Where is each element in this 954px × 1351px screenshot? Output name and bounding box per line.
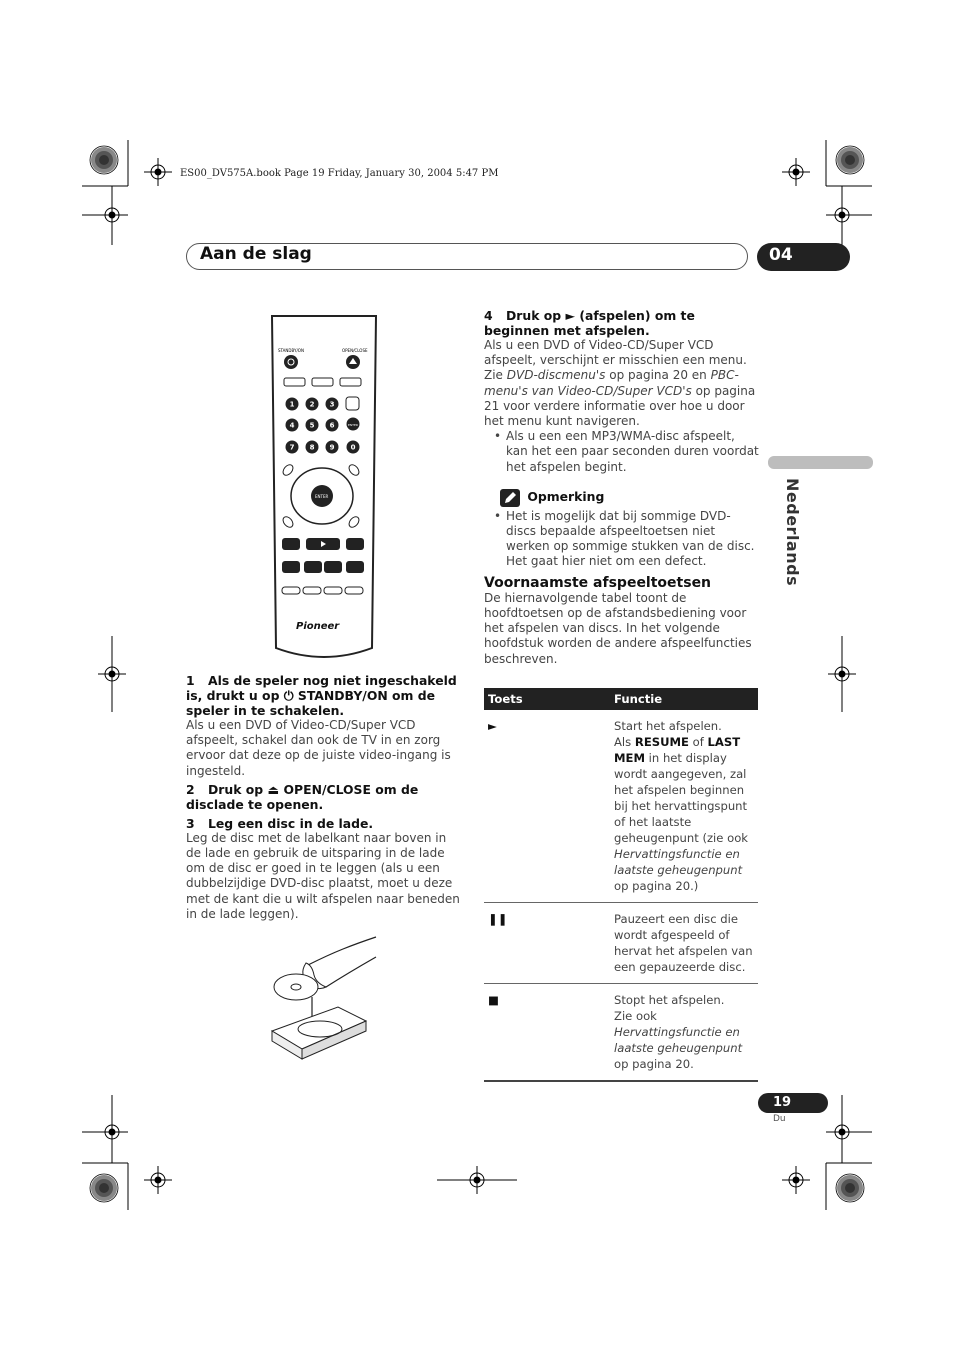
section-body: De hiernavolgende tabel toont de hoofdtoetsen op de afstandsbediening voor het afspelen van discs. In het volgende hoofdstuk worden de andere afspeelfuncties beschreven.: [484, 590, 752, 666]
play-key-icon: ►: [484, 710, 610, 903]
number-label-4: 4: [289, 421, 295, 430]
number-label-7: 7: [289, 443, 295, 452]
pencil-note-icon: [500, 489, 520, 507]
remote-control-illustration: [268, 310, 380, 665]
standby-button: [284, 355, 298, 369]
language-tab-bar: [768, 456, 873, 469]
step-4-heading: 4 Druk op ► (afspelen) om te beginnen met afspelen.: [484, 308, 695, 338]
disc-loading-illustration: [268, 935, 380, 1075]
eject-icon: ⏏: [267, 781, 280, 797]
brand-logo: Pioneer: [296, 621, 340, 632]
playback-keys-table: [484, 688, 758, 1082]
number-label-2: 2: [309, 400, 315, 409]
stop-button: [324, 561, 342, 573]
pause-key-icon: ❚❚: [484, 903, 610, 984]
open-close-label: OPEN/CLOSE: [342, 348, 368, 353]
number-label-3: 3: [329, 400, 335, 409]
pause-function: Pauzeert een disc die wordt afgespeeld of hervat het afspelen van een gepauzeerde disc.: [610, 903, 758, 984]
svg-text:ENTER: ENTER: [315, 494, 329, 499]
enter-small-label: ENTER: [348, 423, 358, 427]
language-tab-label: Nederlands: [783, 478, 802, 587]
step-1-body: Als u een DVD of Video-CD/Super VCD afspeelt, schakel dan ook de TV in en zorg ervoor dat deze op de juiste video-ingang is ingesteld.: [186, 718, 451, 778]
number-label-9: 9: [329, 443, 335, 452]
table-row: [484, 710, 758, 903]
chapter-number: 04: [757, 243, 850, 271]
print-info-line: ES00_DV575A.book Page 19 Friday, January 30, 2004 5:47 PM: [180, 168, 499, 179]
step-4-bullet: • Als u een een MP3/WMA-disc afspeelt, kan het een paar seconden duren voordat het afspelen begint.: [484, 429, 760, 475]
page-language-code: Du: [773, 1114, 786, 1124]
standby-label: STANDBY/ON: [278, 348, 304, 353]
step-1-heading: 1 Als de speler nog niet ingeschakeld is, drukt u op ⏻ STANDBY/ON om de speler in te schakelen.: [186, 673, 457, 718]
play-function: Start het afspelen. Als RESUME of LAST MEM in het display wordt aangegeven, zal het afspelen beginnen bij het hervattingspunt of het laatste geheugenpunt (zie ook Hervattingsfunctie en laatste geheugenpunt op pagina 20.): [610, 710, 758, 903]
number-label-5: 5: [309, 421, 315, 430]
step-2-heading: 2 Druk op ⏏ OPEN/CLOSE om de disclade te openen.: [186, 781, 419, 812]
number-label-8: 8: [309, 443, 315, 452]
table-row: [484, 903, 758, 984]
step-3-body: Leg de disc met de labelkant naar boven in de lade en gebruik de uitsparing in de lade om de disc er goed in te leggen (als u een dubbelzijdige DVD-disc plaatst, moet u deze met de kant die u wilt afspelen naar beneden in de lade leggen).: [186, 830, 460, 921]
col-header-key: Toets: [484, 688, 610, 710]
number-label-6: 6: [329, 421, 335, 430]
number-label-0: 0: [350, 443, 356, 452]
table-row: [484, 984, 758, 1082]
number-label-1: 1: [289, 400, 295, 409]
note-heading: Opmerking: [484, 489, 760, 507]
col-header-function: Functie: [610, 688, 758, 710]
note-bullet: • Het is mogelijk dat bij sommige DVD-discs bepaalde afspeeltoetsen niet werken op sommige stukken van de disc. Het gaat hier niet om een defect.: [484, 509, 760, 570]
table-header-row: [484, 688, 758, 710]
step-3-heading: 3 Leg een disc in de lade.: [186, 815, 374, 831]
left-column: [186, 673, 462, 922]
stop-key-icon: ■: [484, 984, 610, 1082]
page-title: Aan de slag: [200, 244, 312, 264]
right-column: [484, 308, 760, 667]
page-number: 19: [758, 1093, 828, 1113]
stop-function: Stopt het afspelen. Zie ook Hervattingsfunctie en laatste geheugenpunt op pagina 20.: [610, 984, 758, 1082]
step-4-body: Als u een DVD of Video-CD/Super VCD afspeelt, verschijnt er misschien een menu. Zie DVD-discmenu's op pagina 20 en PBC-menu's van Video-CD/Super VCD's op pagina 21 voor verdere informatie over hoe u door het menu kunt navigeren.: [484, 338, 756, 429]
power-icon: ⏻: [283, 688, 294, 703]
play-icon: ►: [565, 308, 575, 323]
pause-button: [304, 561, 322, 573]
section-heading: Voornaamste afspeeltoetsen: [484, 574, 712, 591]
